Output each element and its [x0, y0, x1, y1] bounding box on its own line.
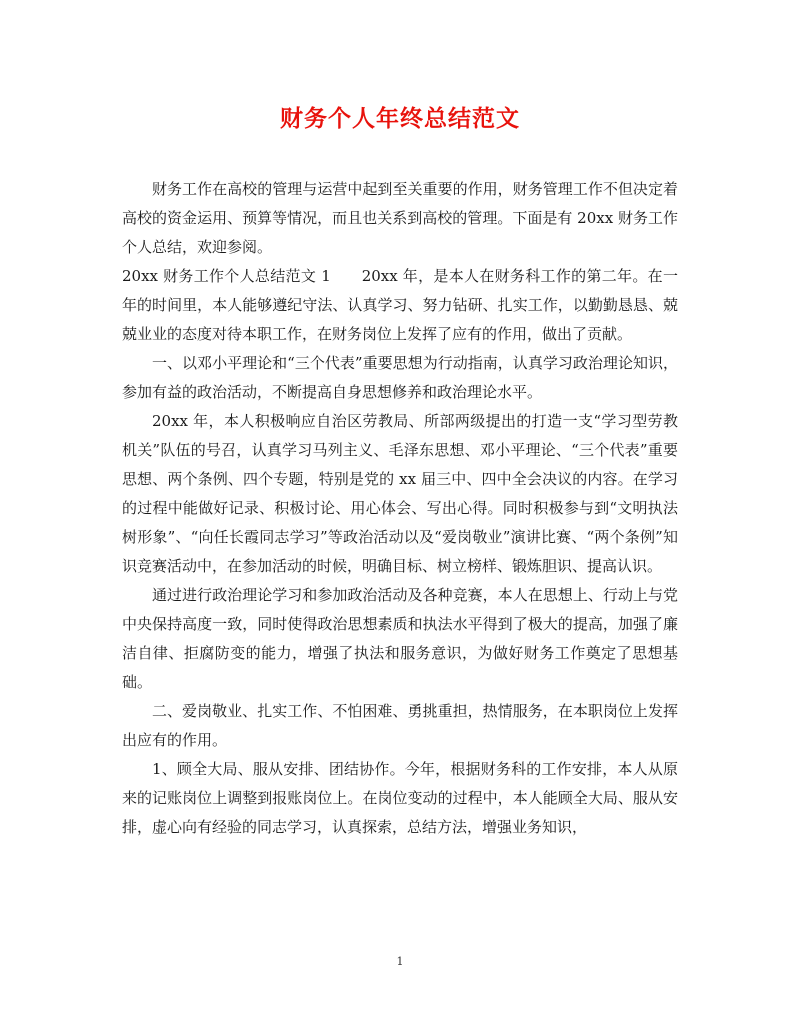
document-body	[122, 175, 678, 842]
paragraph-study: 20xx 年，本人积极响应自治区劳教局、所部两级提出的打造一支“学习型劳教机关”队伍的号召，认真学习马列主义、毛泽东思想、邓小平理论、“三个代表”重要思想、两个条例、四个专题，特别是党的 xx 届三中、四中全会决议的内容。在学习的过程中能做好记录、积极讨论、用心体会、写出心得。同时积极参与到“文明执法树形象”、“向任长霞同志学习”等政治活动以及“爱岗敬业”演讲比赛、“两个条例”知识竞赛活动中，在参加活动的时候，明确目标、树立榜样、锻炼胆识、提高认识。	[122, 412, 678, 575]
document-title: 财务个人年终总结范文	[280, 106, 520, 132]
paragraph-section-2: 二、爱岗敬业、扎实工作、不怕困难、勇挑重担，热情服务，在本职岗位上发挥出应有的作用。	[122, 702, 678, 749]
page-number: 1	[396, 955, 404, 968]
paragraph-item-1: 1、顾全大局、服从安排、团结协作。今年，根据财务科的工作安排，本人从原来的记账岗位上调整到报账岗位上。在岗位变动的过程中，本人能顾全大局、服从安排，虚心向有经验的同志学习，认真探索，总结方法，增强业务知识，	[122, 760, 678, 836]
paragraph-sample-1: 20xx 财务工作个人总结范文 1 20xx 年，是本人在财务科工作的第二年。在一年的时间里，本人能够遵纪守法、认真学习、努力钻研、扎实工作，以勤勤恳恳、兢兢业业的态度对待本职工作，在财务岗位上发挥了应有的作用，做出了贡献。	[122, 267, 678, 343]
paragraph-intro: 财务工作在高校的管理与运营中起到至关重要的作用，财务管理工作不但决定着高校的资金运用、预算等情况，而且也关系到高校的管理。下面是有 20xx 财务工作个人总结，欢迎参阅。	[122, 180, 678, 256]
paragraph-section-1: 一、以邓小平理论和“三个代表”重要思想为行动指南，认真学习政治理论知识，参加有益的政治活动，不断提高自身思想修养和政治理论水平。	[122, 354, 678, 401]
paragraph-result: 通过进行政治理论学习和参加政治活动及各种竞赛，本人在思想上、行动上与党中央保持高度一致，同时使得政治思想素质和执法水平得到了极大的提高，加强了廉洁自律、拒腐防变的能力，增强了执法和服务意识，为做好财务工作奠定了思想基础。	[122, 586, 678, 691]
